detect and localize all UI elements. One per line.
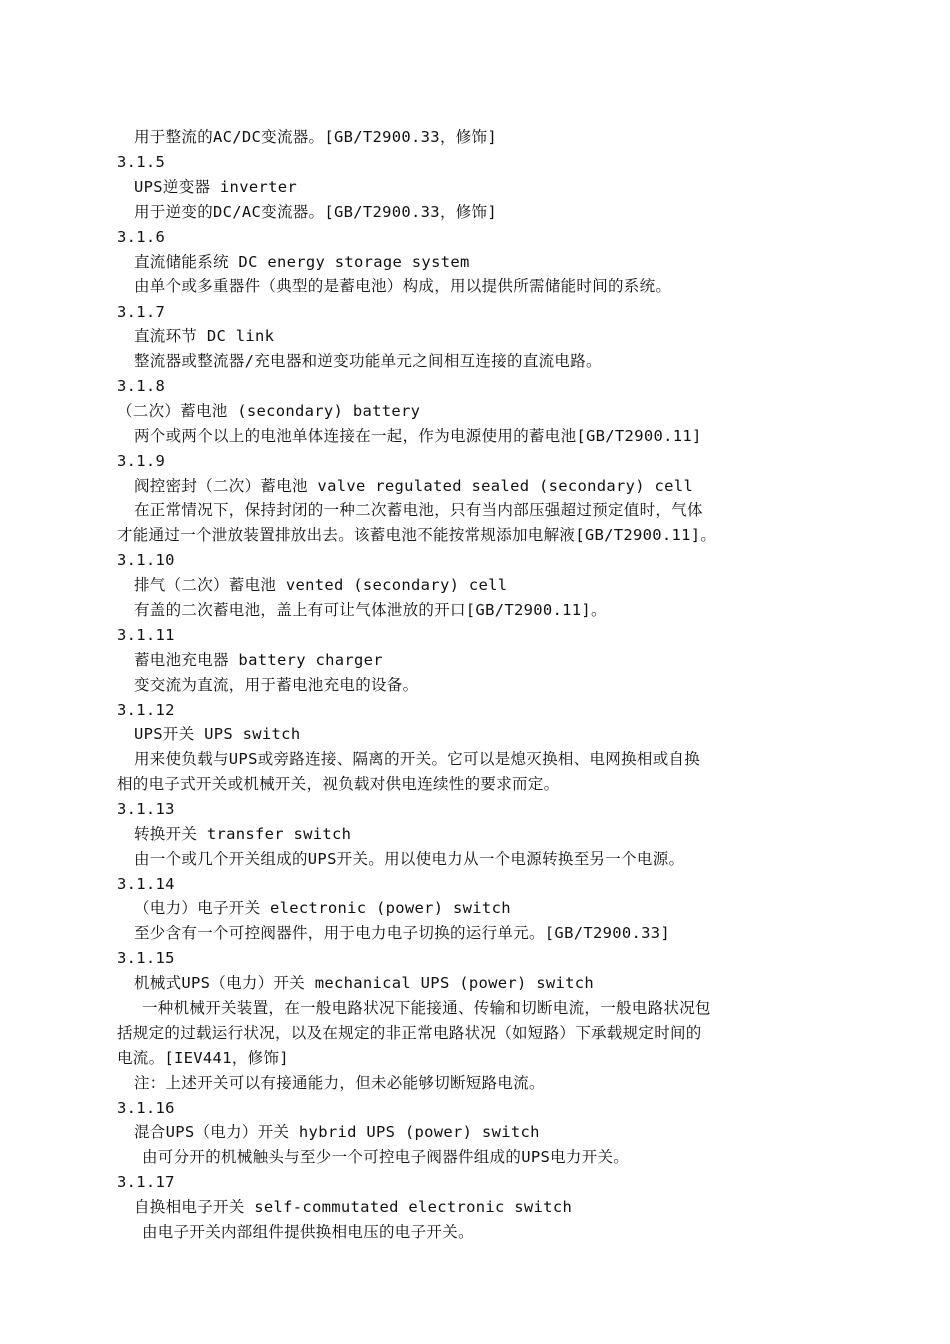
text-line: 两个或两个以上的电池单体连接在一起，作为电源使用的蓄电池[GB/T2900.11] (134, 427, 702, 445)
term-heading: 蓄电池充电器 battery charger (134, 651, 383, 669)
clause-number: 3.1.12 (117, 701, 175, 719)
text-line: 电流。[IEV441，修饰] (117, 1049, 289, 1067)
term-heading: 直流环节 DC link (134, 327, 275, 345)
clause-number: 3.1.11 (117, 626, 175, 644)
term-heading: 混合UPS（电力）开关 hybrid UPS (power) switch (134, 1123, 540, 1141)
text-line: 由电子开关内部组件提供换相电压的电子开关。 (142, 1223, 474, 1241)
text-line: 用来使负载与UPS或旁路连接、隔离的开关。它可以是熄灭换相、电网换相或自换 (134, 750, 701, 768)
text-line: 变交流为直流，用于蓄电池充电的设备。 (134, 676, 419, 694)
clause-number: 3.1.10 (117, 551, 175, 569)
clause-number: 3.1.13 (117, 800, 175, 818)
text-line: 整流器或整流器/充电器和逆变功能单元之间相互连接的直流电路。 (134, 352, 602, 370)
text-line: 由可分开的机械触头与至少一个可控电子阀器件组成的UPS电力开关。 (142, 1148, 630, 1166)
term-heading: （二次）蓄电池 (secondary) battery (117, 402, 421, 420)
clause-number: 3.1.6 (117, 228, 166, 246)
text-line: 用于整流的AC/DC变流器。[GB/T2900.33，修饰] (134, 128, 497, 146)
clause-number: 3.1.5 (117, 153, 166, 171)
term-heading: UPS开关 UPS switch (134, 725, 301, 743)
note-line: 注：上述开关可以有接通能力，但未必能够切断短路电流。 (134, 1074, 545, 1092)
clause-number: 3.1.15 (117, 949, 175, 967)
term-heading: （电力）电子开关 electronic (power) switch (134, 899, 511, 917)
term-heading: 直流储能系统 DC energy storage system (134, 253, 470, 271)
term-heading: 机械式UPS（电力）开关 mechanical UPS (power) switch (134, 974, 595, 992)
text-line: 相的电子式开关或机械开关，视负载对供电连续性的要求而定。 (117, 775, 560, 793)
text-line: 用于逆变的DC/AC变流器。[GB/T2900.33，修饰] (134, 203, 497, 221)
text-line: 一种机械开关装置，在一般电路状况下能接通、传输和切断电流，一般电路状况包 (142, 999, 711, 1017)
clause-number: 3.1.17 (117, 1173, 175, 1191)
term-heading: 排气（二次）蓄电池 vented (secondary) cell (134, 576, 508, 594)
clause-number: 3.1.14 (117, 875, 175, 893)
clause-number: 3.1.16 (117, 1099, 175, 1117)
clause-number: 3.1.9 (117, 452, 166, 470)
term-heading: 阀控密封（二次）蓄电池 valve regulated sealed (secondary) cell (134, 477, 694, 495)
text-line: 括规定的过载运行状况，以及在规定的非正常电路状况（如短路）下承载规定时间的 (117, 1024, 702, 1042)
term-heading: 自换相电子开关 self-commutated electronic switch (134, 1198, 573, 1216)
clause-number: 3.1.7 (117, 303, 166, 321)
term-heading: 转换开关 transfer switch (134, 825, 352, 843)
clause-number: 3.1.8 (117, 377, 166, 395)
text-line: 在正常情况下，保持封闭的一种二次蓄电池，只有当内部压强超过预定值时，气体 (134, 501, 703, 519)
text-line: 有盖的二次蓄电池，盖上有可让气体泄放的开口[GB/T2900.11]。 (134, 601, 607, 619)
text-line: 至少含有一个可控阀器件，用于电力电子切换的运行单元。[GB/T2900.33] (134, 924, 671, 942)
term-heading: UPS逆变器 inverter (134, 178, 297, 196)
text-line: 由单个或多重器件（典型的是蓄电池）构成，用以提供所需储能时间的系统。 (134, 277, 672, 295)
text-line: 由一个或几个开关组成的UPS开关。用以使电力从一个电源转换至另一个电源。 (134, 850, 685, 868)
text-line: 才能通过一个泄放装置排放出去。该蓄电池不能按常规添加电解液[GB/T2900.11]。 (117, 526, 717, 544)
